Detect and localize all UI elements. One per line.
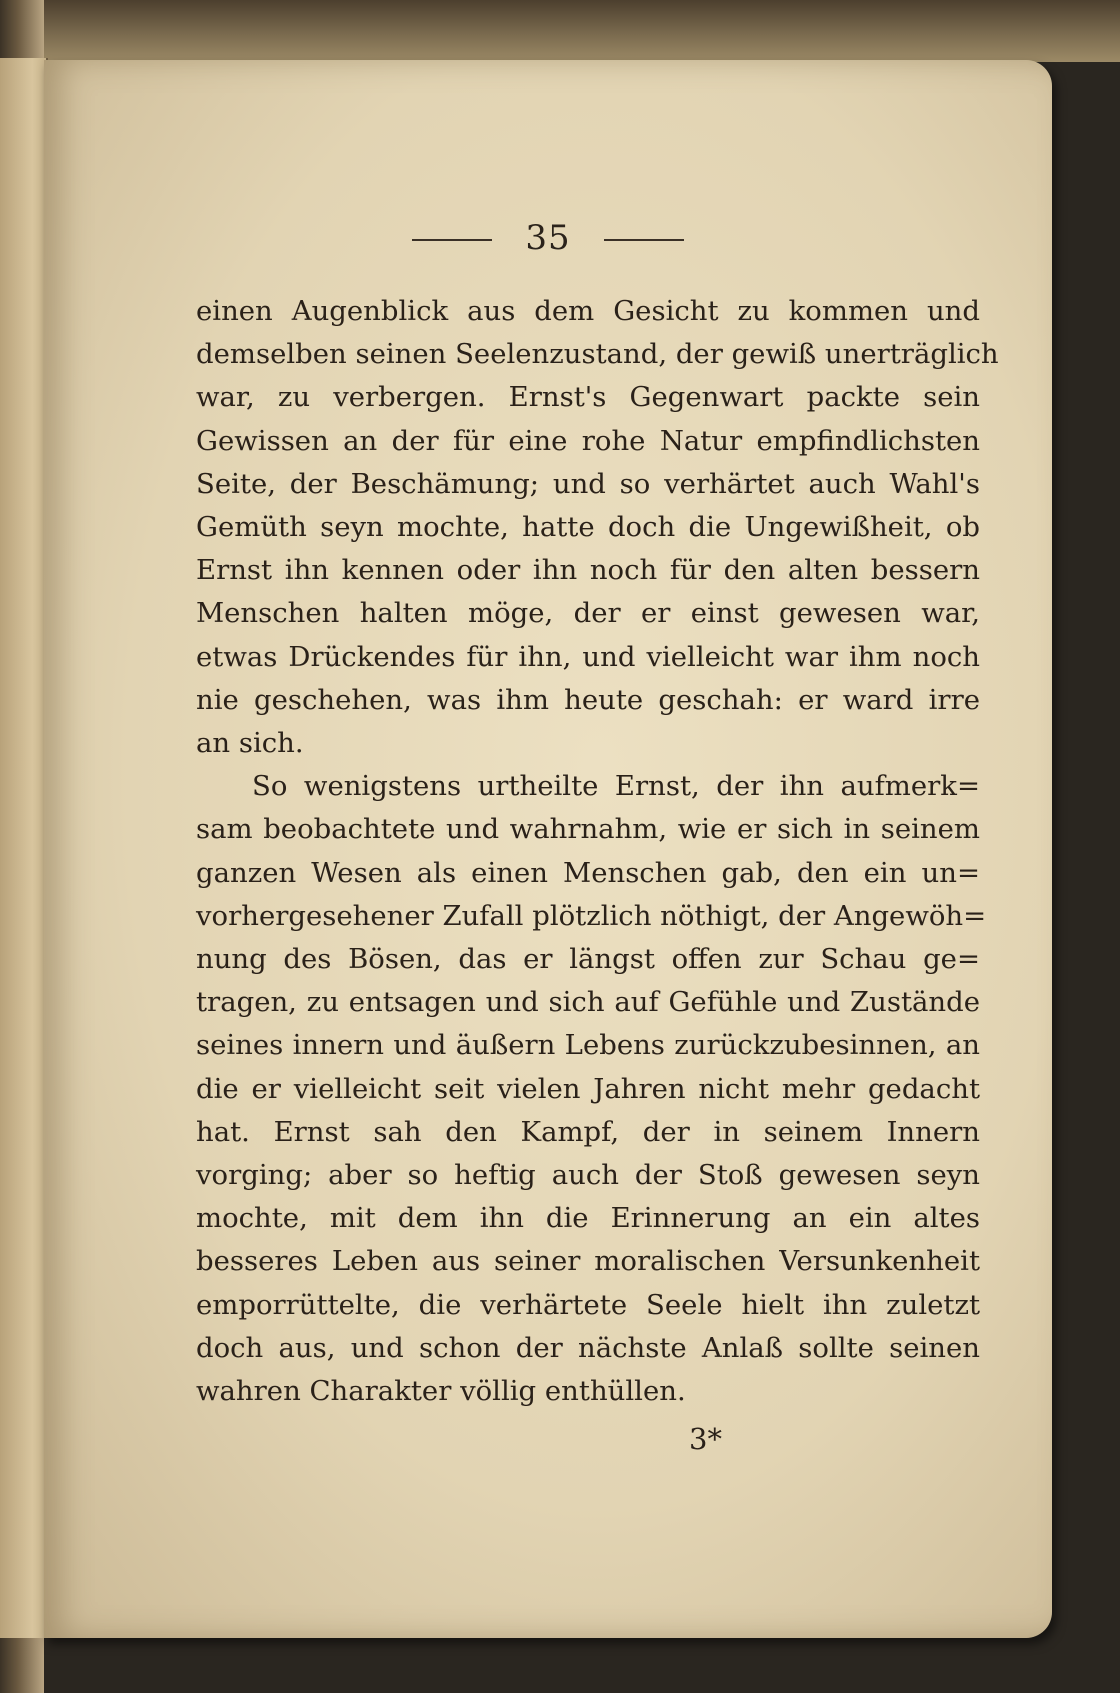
text-line: tragen, zu entsagen und sich auf Gefühle und Zustände: [196, 986, 980, 1019]
text-line: Seite, der Beschämung; und so verhärtet auch Wahl's: [196, 467, 980, 500]
text-line: sam beobachtete und wahrnahm, wie er sich in seinem: [196, 813, 980, 846]
body-text: [196, 290, 999, 1413]
text-line: war, zu verbergen. Ernst's Gegenwart packte sein: [196, 381, 980, 414]
text-line: emporrüttelte, die verhärtete Seele hielt ihn zuletzt: [196, 1288, 980, 1321]
text-line: besseres Leben aus seiner moralischen Versunkenheit: [196, 1245, 980, 1278]
text-line: hat. Ernst sah den Kampf, der in seinem Innern: [196, 1115, 980, 1148]
facing-page-edge: [0, 58, 48, 1638]
page-number: 35: [525, 218, 571, 258]
signature-mark: 3*: [689, 1422, 722, 1456]
text-line: an sich.: [196, 727, 304, 760]
header-dash-right: [604, 239, 684, 241]
book-page: [44, 60, 1052, 1638]
page-header: [44, 218, 1052, 258]
text-line: Gewissen an der für eine rohe Natur empfindlichsten: [196, 424, 980, 457]
text-line: Gemüth seyn mochte, hatte doch die Ungewißheit, ob: [196, 511, 980, 544]
text-line: ganzen Wesen als einen Menschen gab, den ein un=: [196, 856, 980, 889]
text-line: Ernst ihn kennen oder ihn noch für den alten bessern: [196, 554, 980, 587]
text-line: doch aus, und schon der nächste Anlaß sollte seinen: [196, 1331, 980, 1364]
text-line: So wenigstens urtheilte Ernst, der ihn aufmerk=: [252, 770, 980, 803]
text-line: seines innern und äußern Lebens zurückzubesinnen, an: [196, 1029, 980, 1062]
text-line: demselben seinen Seelenzustand, der gewiß unerträglich: [196, 338, 999, 371]
text-line: nung des Bösen, das er längst offen zur Schau ge=: [196, 943, 980, 976]
text-line: einen Augenblick aus dem Gesicht zu kommen und: [196, 295, 980, 327]
text-line: vorhergesehener Zufall plötzlich nöthigt, der Angewöh=: [196, 899, 987, 932]
text-line: die er vielleicht seit vielen Jahren nicht mehr gedacht: [196, 1072, 980, 1105]
text-line: vorging; aber so heftig auch der Stoß gewesen seyn: [196, 1159, 980, 1192]
book-cover-top: [0, 0, 1120, 62]
text-line: etwas Drückendes für ihn, und vielleicht war ihm noch: [196, 640, 980, 673]
text-line: nie geschehen, was ihm heute geschah: er ward irre: [196, 683, 980, 716]
text-line: Menschen halten möge, der er einst gewesen war,: [196, 597, 980, 630]
text-line: mochte, mit dem ihn die Erinnerung an ein altes: [196, 1202, 980, 1235]
header-dash-left: [412, 239, 492, 241]
text-line: wahren Charakter völlig enthüllen.: [196, 1375, 686, 1408]
